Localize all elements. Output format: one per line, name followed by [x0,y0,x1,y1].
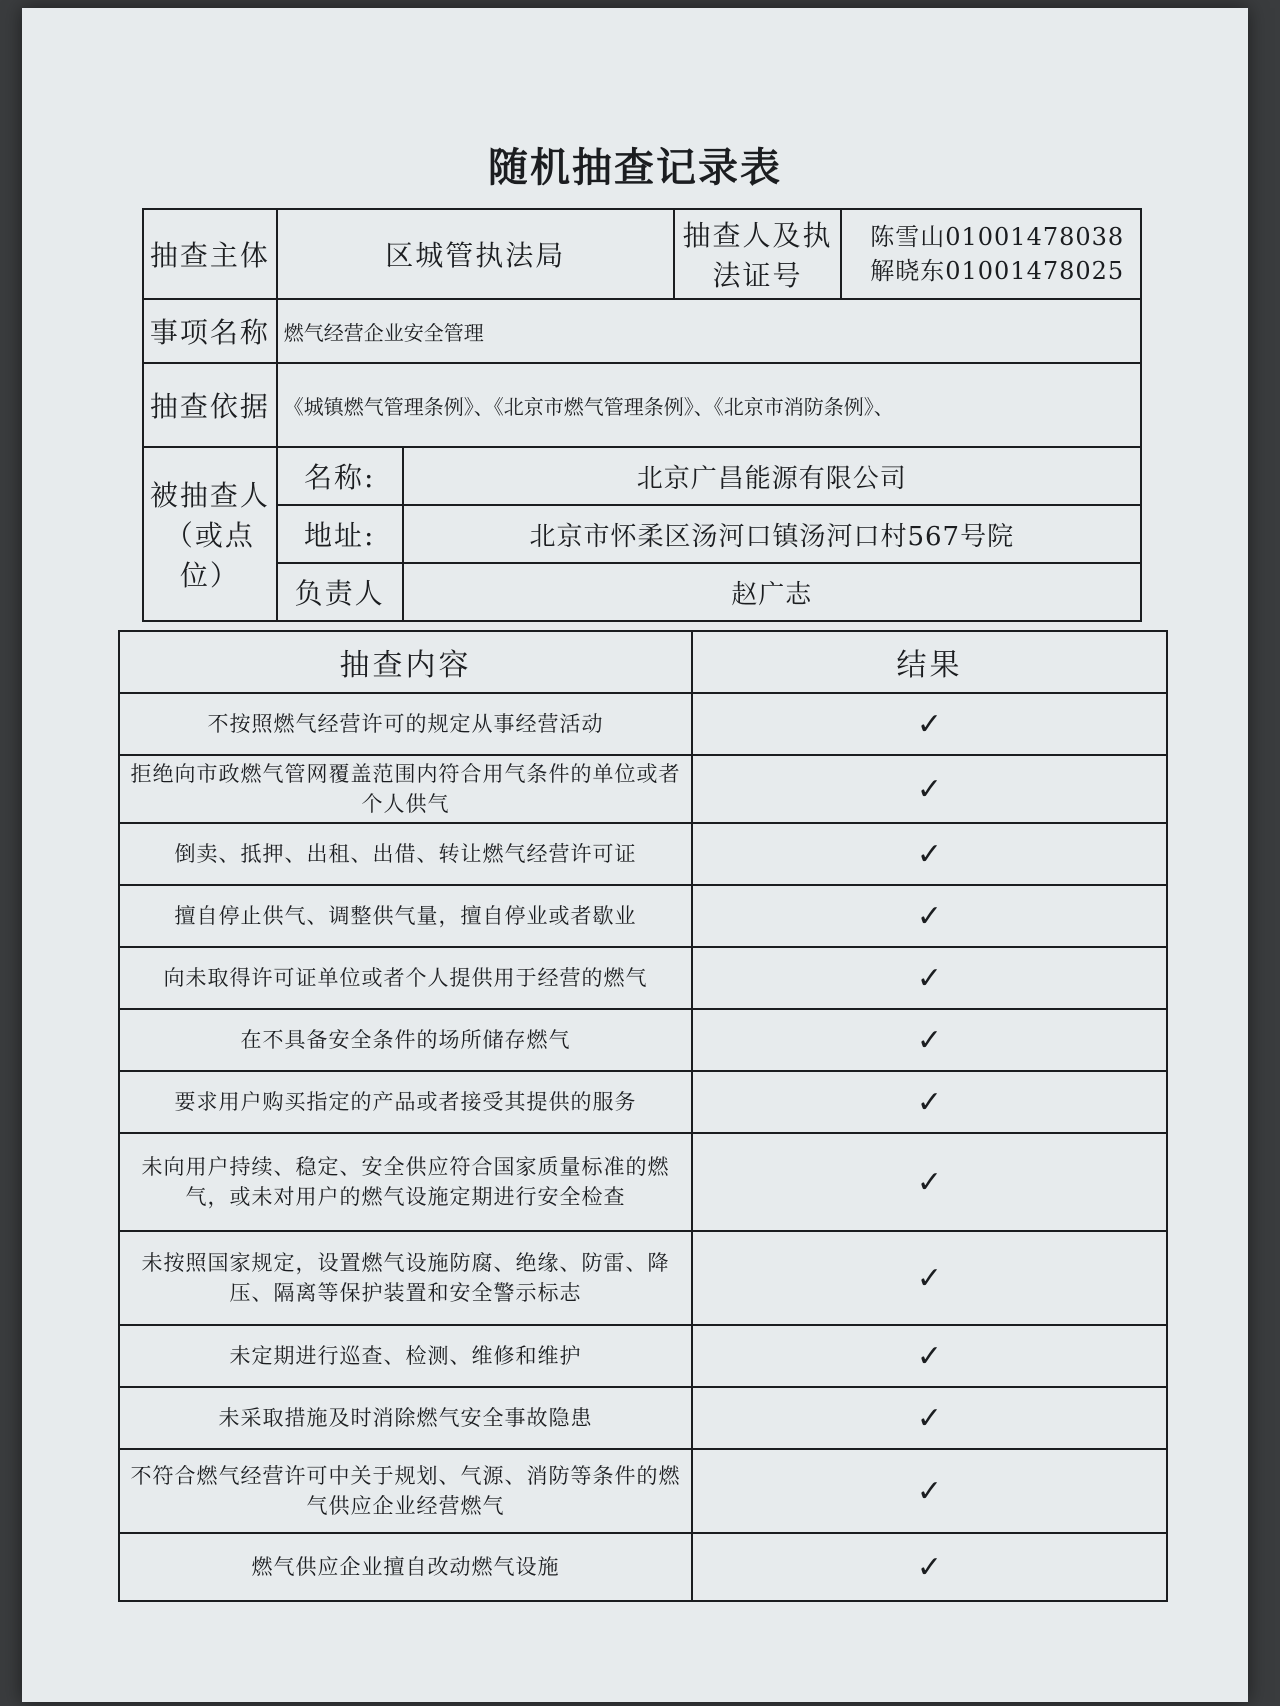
inspector-list [841,209,1141,299]
check-mark-icon: ✓ [692,693,1167,755]
subject-label: 抽查主体 [143,209,277,299]
check-item-content: 在不具备安全条件的场所储存燃气 [119,1009,692,1071]
check-mark-icon: ✓ [692,823,1167,885]
content-header: 抽查内容 [119,631,692,693]
check-mark-icon: ✓ [692,1133,1167,1231]
check-mark-icon: ✓ [692,1387,1167,1449]
inspector-entry: 解晓东01001478025 [870,257,1125,285]
check-mark-icon: ✓ [692,1449,1167,1533]
subject-value: 区城管执法局 [277,209,674,299]
check-mark-icon: ✓ [692,1533,1167,1601]
check-mark-icon: ✓ [692,1325,1167,1387]
inspected-label: 被抽查人（或点位） [143,447,277,621]
check-item-content: 拒绝向市政燃气管网覆盖范围内符合用气条件的单位或者个人供气 [119,755,692,823]
check-item-content: 不符合燃气经营许可中关于规划、气源、消防等条件的燃气供应企业经营燃气 [119,1449,692,1533]
inspected-address-label: 地址: [277,505,403,563]
basis-label: 抽查依据 [143,363,277,447]
document-paper [22,8,1248,1702]
check-item-content: 擅自停止供气、调整供气量，擅自停业或者歇业 [119,885,692,947]
inspected-person-label: 负责人 [277,563,403,621]
checklist-table [118,630,1168,1602]
check-mark-icon: ✓ [692,885,1167,947]
check-mark-icon: ✓ [692,1071,1167,1133]
basis-value: 《城镇燃气管理条例》、《北京市燃气管理条例》、《北京市消防条例》、 [277,363,1141,447]
inspected-name-value: 北京广昌能源有限公司 [403,447,1141,505]
inspected-address-value: 北京市怀柔区汤河口镇汤河口村567号院 [403,505,1141,563]
check-mark-icon: ✓ [692,947,1167,1009]
document-title: 随机抽查记录表 [488,144,782,191]
check-mark-icon: ✓ [692,755,1167,823]
inspector-entry: 陈雪山01001478038 [870,223,1125,251]
check-mark-icon: ✓ [692,1231,1167,1325]
check-item-content: 不按照燃气经营许可的规定从事经营活动 [119,693,692,755]
check-item-content: 倒卖、抵押、出租、出借、转让燃气经营许可证 [119,823,692,885]
inspector-label: 抽查人及执法证号 [674,209,842,299]
header-table [142,208,1142,622]
result-header: 结果 [692,631,1167,693]
check-item-content: 未定期进行巡查、检测、维修和维护 [119,1325,692,1387]
inspected-name-label: 名称: [277,447,403,505]
inspected-person-value: 赵广志 [403,563,1141,621]
check-item-content: 未按照国家规定，设置燃气设施防腐、绝缘、防雷、降压、隔离等保护装置和安全警示标志 [119,1231,692,1325]
matter-label: 事项名称 [143,299,277,363]
check-item-content: 未采取措施及时消除燃气安全事故隐患 [119,1387,692,1449]
check-mark-icon: ✓ [692,1009,1167,1071]
check-item-content: 要求用户购买指定的产品或者接受其提供的服务 [119,1071,692,1133]
matter-value: 燃气经营企业安全管理 [277,299,1141,363]
check-item-content: 向未取得许可证单位或者个人提供用于经营的燃气 [119,947,692,1009]
check-item-content: 燃气供应企业擅自改动燃气设施 [119,1533,692,1601]
check-item-content: 未向用户持续、稳定、安全供应符合国家质量标准的燃气，或未对用户的燃气设施定期进行安全检查 [119,1133,692,1231]
